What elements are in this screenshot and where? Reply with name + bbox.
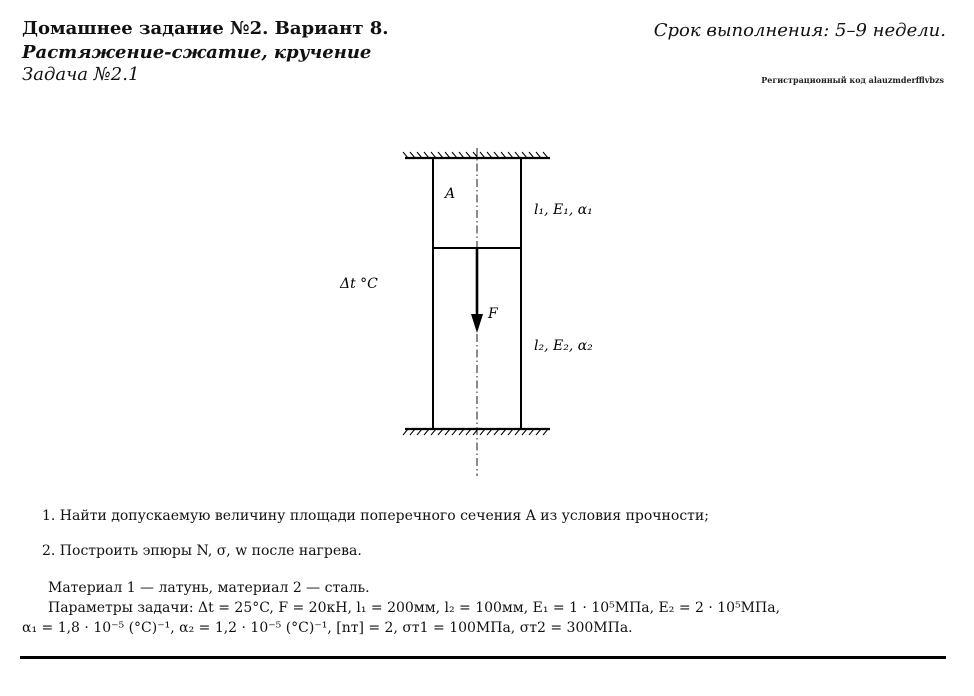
materials-line: Материал 1 — латунь, материал 2 — сталь. — [48, 580, 370, 596]
task-number: Задача №2.1 — [22, 64, 140, 85]
task-item-1: 1. Найти допускаемую величину площади поперечного сечения A из условия прочности; — [42, 508, 709, 524]
label-segment-2: l₂, E₂, α₂ — [534, 338, 593, 354]
parameters-block — [22, 578, 780, 638]
bottom-rule — [20, 656, 946, 659]
label-temperature: Δt °C — [340, 276, 378, 292]
parameters-line-1: Параметры задачи: Δt = 25°C, F = 20кН, l₁ = 200мм, l₂ = 100мм, E₁ = 1 · 10⁵МПа, E₂ = 2 · 10⁵МПа, — [48, 600, 781, 616]
label-force: F — [488, 306, 498, 322]
label-A: A — [445, 186, 456, 202]
deadline: Срок выполнения: 5–9 недели. — [653, 20, 946, 41]
registration-code: Регистрационный код alauzmderfflvbzs — [761, 75, 944, 85]
assignment-title: Домашнее задание №2. Вариант 8. — [22, 18, 389, 39]
task-item-2: 2. Построить эпюры N, σ, w после нагрева. — [42, 543, 362, 559]
parameters-line-2: α₁ = 1,8 · 10⁻⁵ (°C)⁻¹, α₂ = 1,2 · 10⁻⁵ (°C)⁻¹, [nт] = 2, σт1 = 100МПа, σт2 = 300МПа. — [22, 620, 633, 636]
force-arrow — [471, 249, 483, 333]
label-segment-1: l₁, E₁, α₁ — [534, 202, 593, 218]
assignment-subtitle: Растяжение-сжатие, кручение — [22, 42, 372, 63]
